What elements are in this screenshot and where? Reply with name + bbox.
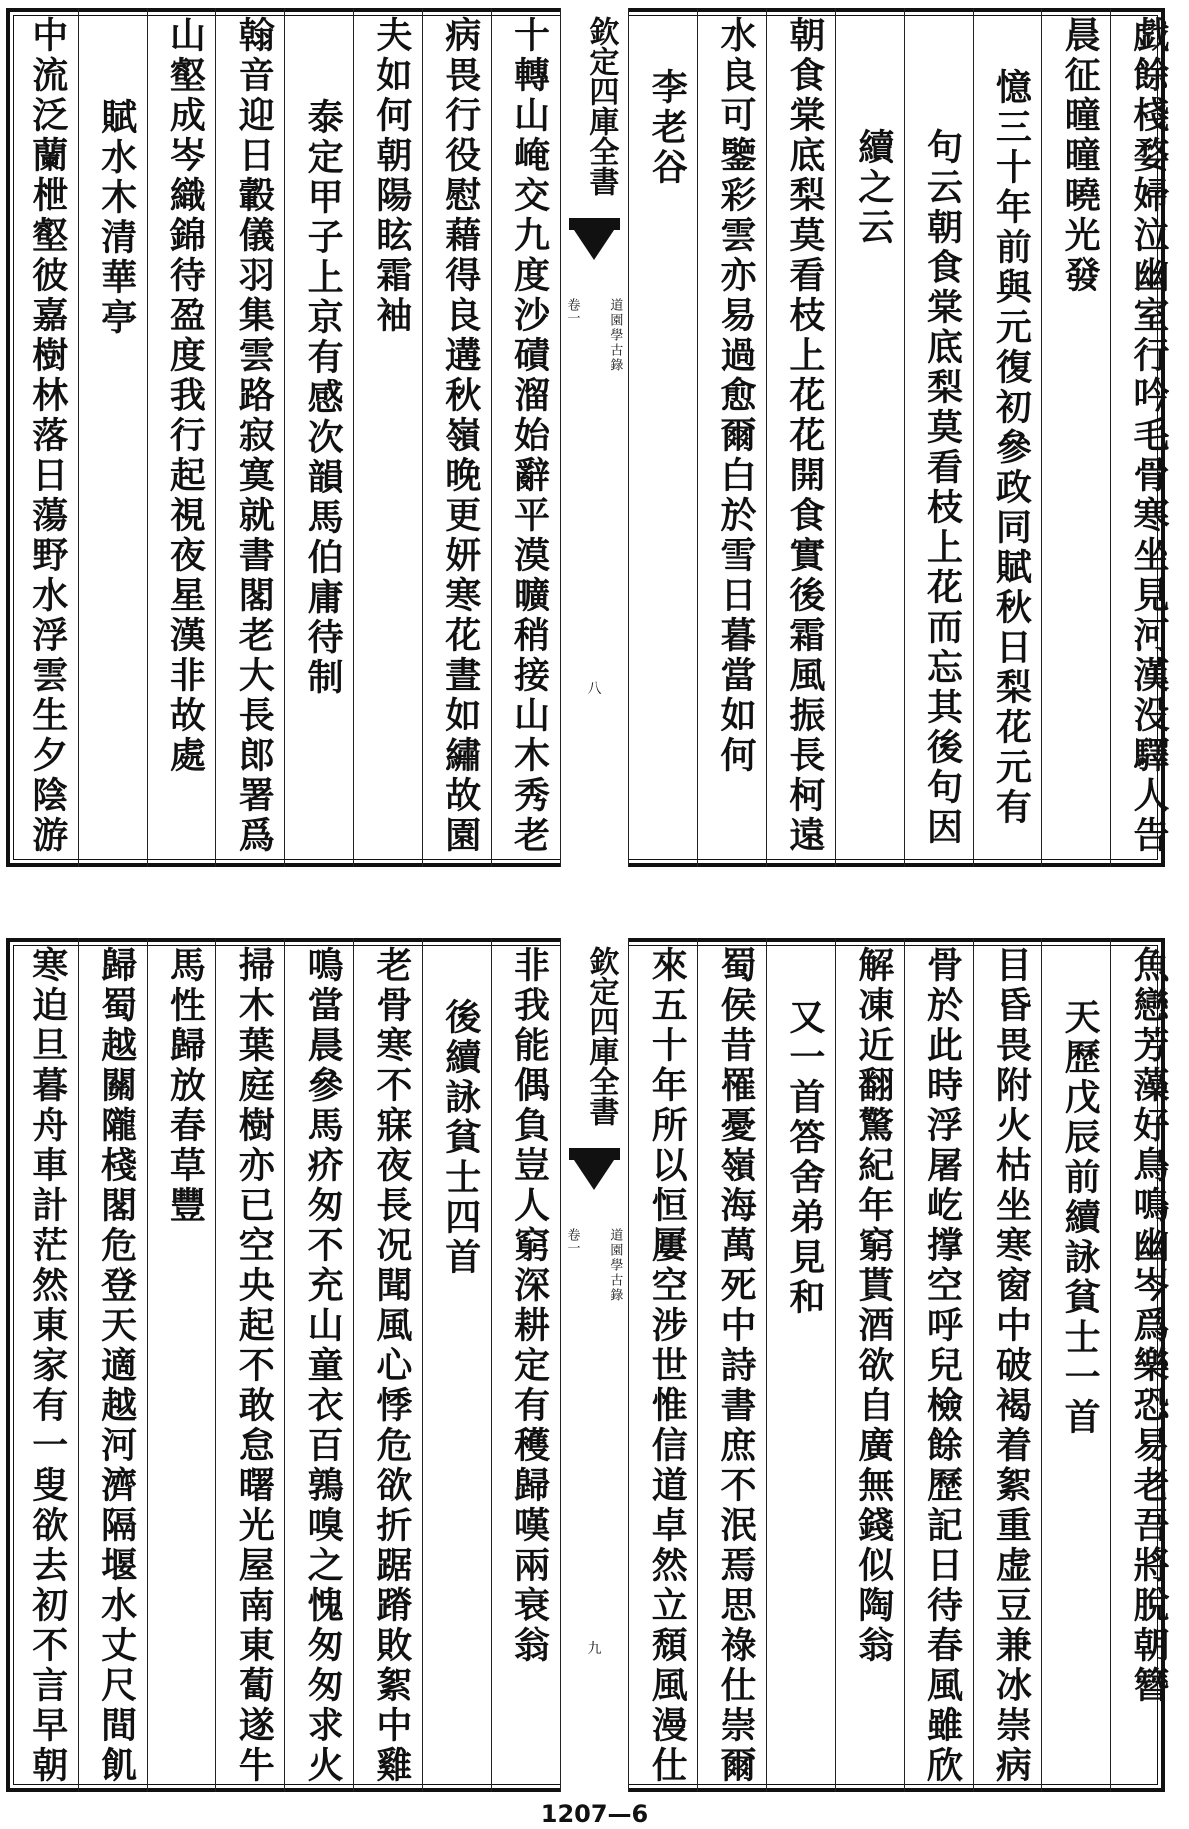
text-column bbox=[628, 8, 697, 867]
column-text: 病畏行役慰藉得良遘秋嶺晚更妍寒花晝如繡故園 bbox=[439, 16, 482, 856]
text-column bbox=[697, 8, 766, 867]
text-column bbox=[1110, 938, 1179, 1792]
column-text: 朝食棠底梨莫看枝上花花開食實後霜風振長柯遠 bbox=[783, 16, 826, 856]
fish-tail-icon bbox=[569, 1148, 621, 1193]
column-text: 骨於此時浮屠屹撑空呼兒檢餘歷記日待春風雖欣 bbox=[921, 946, 964, 1786]
text-column bbox=[215, 938, 284, 1792]
column-text: 歸蜀越關隴棧閣危登天適越河濟隔堰水丈尺間飢 bbox=[95, 946, 138, 1786]
text-column bbox=[147, 8, 216, 867]
spine-page-number: 九 bbox=[587, 1641, 602, 1657]
text-column bbox=[766, 8, 835, 867]
spine-volume: 卷一 bbox=[564, 1228, 580, 1254]
text-column bbox=[215, 8, 284, 867]
text-column bbox=[973, 938, 1042, 1792]
column-text: 戯餘棧婺婦泣幽室行吟毛骨寒坐見河漢没驛人告 bbox=[1128, 16, 1170, 856]
column-text: 山壑成岑織錦待盈度我行起視夜星漢非故處 bbox=[164, 16, 207, 776]
spine-title: 欽定四庫全書 bbox=[583, 946, 619, 1126]
spine-volume: 卷一 bbox=[564, 298, 580, 324]
text-column bbox=[1110, 8, 1179, 867]
text-column bbox=[422, 938, 491, 1792]
column-text: 老骨寒不寐夜長况聞風心悸危欲折踞蹐敗絮中雞 bbox=[370, 946, 413, 1786]
text-column bbox=[835, 938, 904, 1792]
column-text: 又一首答舍弟見和 bbox=[783, 998, 826, 1318]
text-column bbox=[973, 8, 1042, 867]
column-text: 天歷戊辰前續詠貧士一首 bbox=[1059, 998, 1102, 1438]
text-column bbox=[10, 8, 78, 867]
text-column bbox=[491, 8, 560, 867]
fish-tail-icon bbox=[569, 218, 621, 263]
text-column bbox=[1041, 8, 1110, 867]
text-columns bbox=[10, 938, 1179, 1792]
column-text: 目昏畏附火枯坐寒窗中破褐着絮重虚豆兼冰崇病 bbox=[990, 946, 1033, 1786]
column-text: 泰定甲子上京有感次韻馬伯庸待制 bbox=[302, 98, 345, 698]
text-column bbox=[284, 938, 353, 1792]
spine-book-title: 道園學古錄 bbox=[607, 1228, 623, 1303]
column-text: 掃木葉庭樹亦已空央起不敢怠曙光屋南東蔔遂牛 bbox=[233, 946, 276, 1786]
text-column bbox=[491, 938, 560, 1792]
bottom-page bbox=[0, 930, 1189, 1800]
column-text: 續之云 bbox=[852, 128, 895, 248]
spine-page-number: 八 bbox=[587, 681, 602, 697]
text-column bbox=[1041, 938, 1110, 1792]
center-spine bbox=[560, 8, 629, 867]
column-text: 十轉山崦交九度沙磧溜始辭平漠曠稍接山木秀老 bbox=[508, 16, 551, 856]
column-text: 翰音迎日轂儀羽集雲路寂寞就書閣老大長郎署爲 bbox=[233, 16, 276, 856]
spine-title: 欽定四庫全書 bbox=[583, 16, 619, 196]
column-text: 非我能偶負豈人窮深耕定有穫歸嘆兩衰翁 bbox=[508, 946, 551, 1666]
text-column bbox=[284, 8, 353, 867]
spine-book-title: 道園學古錄 bbox=[607, 298, 623, 373]
text-column bbox=[353, 938, 422, 1792]
footer-page-number: 1207—6 bbox=[540, 1800, 649, 1828]
text-column bbox=[353, 8, 422, 867]
column-text: 蜀侯昔罹憂嶺海萬死中詩書庶不泯焉思祿仕崇爾 bbox=[715, 946, 758, 1786]
text-column bbox=[147, 938, 216, 1792]
column-text: 句云朝食棠底梨莫看枝上花而忘其後句因 bbox=[921, 128, 964, 848]
text-columns bbox=[10, 8, 1179, 867]
column-text: 晨征曈曈曉光發 bbox=[1059, 16, 1102, 296]
text-column bbox=[78, 8, 147, 867]
text-column bbox=[78, 938, 147, 1792]
column-text: 馬性歸放春草豐 bbox=[164, 946, 207, 1226]
text-column bbox=[628, 938, 697, 1792]
column-text: 賦水木清華亭 bbox=[95, 98, 138, 338]
column-text: 中流泛蘭枻壑彼嘉樹林落日蕩野水浮雲生夕陰游 bbox=[26, 16, 69, 856]
center-spine bbox=[560, 938, 629, 1792]
column-text: 解凍近翻驚紀年窮貰酒欲自廣無錢似陶翁 bbox=[852, 946, 895, 1666]
text-column bbox=[766, 938, 835, 1792]
text-column bbox=[904, 8, 973, 867]
column-text: 後續詠貧士四首 bbox=[439, 998, 482, 1278]
column-text: 鳴當晨參馬疥匆不充山童衣百鶉嗅之愧匆匆求火 bbox=[302, 946, 345, 1786]
column-text: 李老谷 bbox=[646, 68, 689, 188]
text-column bbox=[10, 938, 78, 1792]
column-text: 寒迫旦暮舟車計茫然東家有一叟欲去初不言早朝 bbox=[26, 946, 69, 1786]
top-page bbox=[0, 0, 1189, 875]
text-column bbox=[835, 8, 904, 867]
column-text: 水良可鑒彩雲亦易過愈爾白於雪日暮當如何 bbox=[715, 16, 758, 776]
text-column bbox=[422, 8, 491, 867]
column-text: 夫如何朝陽眩霜袖 bbox=[370, 16, 413, 336]
column-text: 憶三十年前與元復初參政同賦秋日梨花元有 bbox=[990, 68, 1033, 828]
text-column bbox=[697, 938, 766, 1792]
column-text: 來五十年所以恒屢空涉世惟信道卓然立頹風漫仕 bbox=[646, 946, 689, 1786]
text-column bbox=[904, 938, 973, 1792]
column-text: 魚戀芳藻好鳥鳴幽岑爲樂恐易老吾將脫朝簪 bbox=[1128, 946, 1170, 1706]
